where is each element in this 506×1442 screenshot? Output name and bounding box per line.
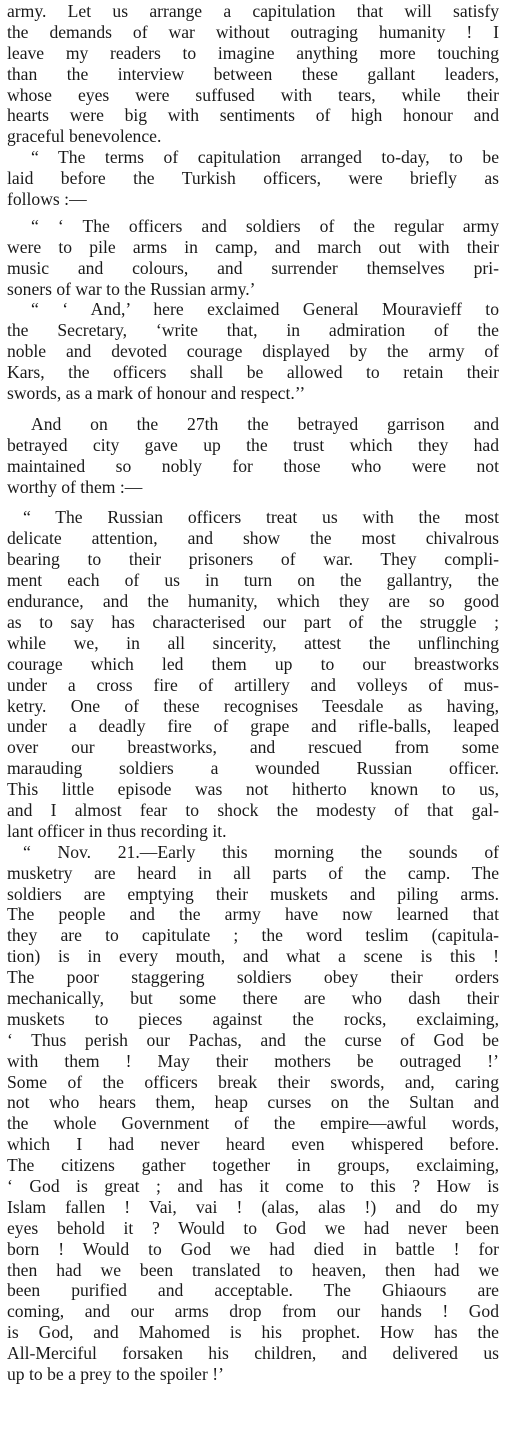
text-line: the demands of war without outraging humanity ! I <box>7 21 499 42</box>
paragraph-27th <box>7 414 499 498</box>
text-line: over our breastworks, and rescued from some <box>7 737 499 758</box>
text-line: delicate attention, and show the most chivalrous <box>7 528 499 549</box>
text-line: betrayed city gave up the trust which they had <box>7 434 499 455</box>
text-line: were to pile arms in camp, and march out with their <box>7 236 499 257</box>
text-line: laid before the Turkish officers, were briefly as <box>7 168 499 189</box>
paragraph-russian-officers <box>7 507 499 841</box>
text-line: swords, as a mark of honour and respect.’’ <box>7 383 306 404</box>
text-line: as to say has characterised our part of the struggle ; <box>7 611 499 632</box>
text-line: noble and devoted courage displayed by the army of <box>7 341 499 362</box>
text-line: the whole Government of the empire—awful words, <box>7 1113 499 1134</box>
text-line: follows :— <box>7 189 87 210</box>
text-line: lant officer in thus recording it. <box>7 820 227 841</box>
text-line: worthy of them :— <box>7 476 143 497</box>
text-line: The poor staggering soldiers obey their orders <box>7 967 499 988</box>
text-line: leave my readers to imagine anything more touching <box>7 42 499 63</box>
text-line: than the interview between these gallant leaders, <box>7 63 499 84</box>
text-line: army. Let us arrange a capitulation that will satisfy <box>7 1 499 21</box>
text-line: graceful benevolence. <box>7 126 162 147</box>
text-line: The people and the army have now learned that <box>7 904 499 925</box>
text-line: then had we been translated to heaven, then had we <box>7 1259 499 1280</box>
text-line: while we, in all sincerity, attest the unflinching <box>7 632 499 653</box>
text-line: “ ‘ The officers and soldiers of the regular army <box>31 215 499 236</box>
text-line: under a cross fire of artillery and volleys of mus- <box>7 674 499 695</box>
text-line: All-Merciful forsaken his children, and delivered us <box>7 1343 499 1364</box>
text-line: “ Nov. 21.—Early this morning the sounds of <box>23 841 499 862</box>
text-line: not who hears them, heap curses on the Sultan and <box>7 1092 499 1113</box>
paragraph-terms-quote <box>7 216 499 300</box>
text-line: soldiers are emptying their muskets and piling arms. <box>7 883 499 904</box>
text-line: ‘ God is great ; and has it come to this ? How is <box>7 1175 499 1196</box>
text-line: ment each of us in turn on the gallantry, the <box>7 570 499 591</box>
text-line: and I almost fear to shock the modesty of that gal- <box>7 799 499 820</box>
text-line: “ The Russian officers treat us with the most <box>23 507 499 528</box>
text-line: with them ! May their mothers be outraged !’ <box>7 1050 499 1071</box>
text-line: And on the 27th the betrayed garrison and <box>31 413 499 434</box>
text-line: ketry. One of these recognises Teesdale as having, <box>7 695 499 716</box>
paragraph-mouravieff <box>7 299 499 403</box>
text-line: soners of war to the Russian army.’ <box>7 278 256 299</box>
text-line: bearing to their prisoners of war. They compli- <box>7 549 499 570</box>
text-line: Kars, the officers shall be allowed to retain their <box>7 362 499 383</box>
text-line: hearts were big with sentiments of high honour and <box>7 105 499 126</box>
text-line: Islam fallen ! Vai, vai ! (alas, alas !) and do my <box>7 1196 499 1217</box>
text-line: maintained so nobly for those who were not <box>7 455 499 476</box>
paragraph-terms <box>7 147 499 210</box>
text-line: mechanically, but some there are who dash their <box>7 987 499 1008</box>
text-line: been purified and acceptable. The Ghiaours are <box>7 1280 499 1301</box>
newspaper-column <box>0 1 506 1442</box>
text-line: they are to capitulate ; the word teslim (capitula- <box>7 925 499 946</box>
text-line: marauding soldiers a wounded Russian officer. <box>7 758 499 779</box>
paragraph-capitulation-intro <box>7 1 499 147</box>
text-line: ‘ Thus perish our Pachas, and the curse of God be <box>7 1029 499 1050</box>
text-line: Some of the officers break their swords, and, caring <box>7 1071 499 1092</box>
text-line: This little episode was not hitherto known to us, <box>7 779 499 800</box>
text-line: muskets to pieces against the rocks, exclaiming, <box>7 1008 499 1029</box>
text-line: born ! Would to God we had died in battle ! for <box>7 1238 499 1259</box>
text-line: eyes behold it ? Would to God we had never been <box>7 1217 499 1238</box>
text-line: tion) is in every mouth, and what a scene is this ! <box>7 946 499 967</box>
text-line: which I had never heard even whispered before. <box>7 1134 499 1155</box>
text-line: “ The terms of capitulation arranged to-day, to be <box>31 147 499 168</box>
text-line: courage which led them up to our breastworks <box>7 653 499 674</box>
text-line: whose eyes were suffused with tears, while their <box>7 84 499 105</box>
text-line: coming, and our arms drop from our hands ! God <box>7 1301 499 1322</box>
text-line: is God, and Mahomed is his prophet. How has the <box>7 1322 499 1343</box>
text-line: musketry are heard in all parts of the camp. The <box>7 862 499 883</box>
text-line: “ ‘ And,’ here exclaimed General Mouravieff to <box>31 299 499 320</box>
text-line: up to be a prey to the spoiler !’ <box>7 1364 224 1384</box>
text-line: the Secretary, ‘write that, in admiration of the <box>7 320 499 341</box>
text-line: music and colours, and surrender themselves pri- <box>7 257 499 278</box>
text-line: The citizens gather together in groups, exclaiming, <box>7 1155 499 1176</box>
text-line: endurance, and the humanity, which they are so good <box>7 591 499 612</box>
text-line: under a deadly fire of grape and rifle-balls, leaped <box>7 716 499 737</box>
paragraph-nov-21 <box>7 842 499 1385</box>
